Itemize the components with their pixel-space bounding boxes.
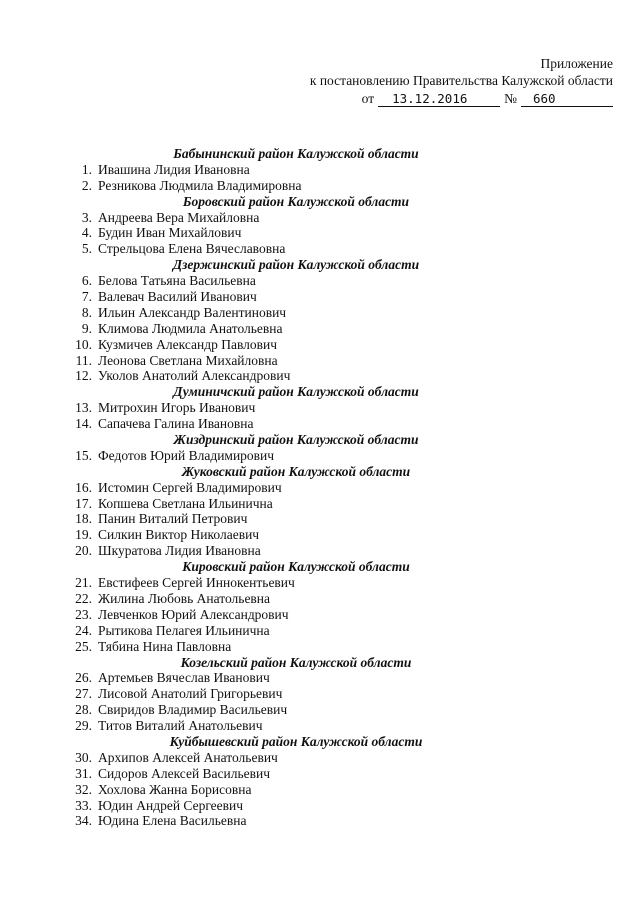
list-item [66, 400, 486, 416]
person-name: Шкуратова Лидия Ивановна [98, 543, 261, 559]
list-item [66, 480, 486, 496]
item-number: 26. [75, 670, 92, 686]
list-item [66, 305, 486, 321]
resolution-number: 660 [521, 91, 613, 107]
appendix-title: Приложение [540, 56, 613, 71]
list-item [66, 162, 486, 178]
list-item [66, 750, 486, 766]
person-name: Рытикова Пелагея Ильинична [98, 622, 270, 638]
list-item [66, 766, 486, 782]
person-name: Валевач Василий Иванович [98, 289, 257, 305]
district-heading: Дзержинский район Калужской области [172, 257, 420, 273]
item-number: 34. [75, 813, 92, 829]
item-number: 24. [75, 622, 92, 638]
item-number: 18. [75, 511, 92, 527]
list-item [66, 321, 486, 337]
person-name: Митрохин Игорь Иванович [98, 400, 256, 416]
person-name: Истомин Сергей Владимирович [98, 479, 282, 495]
person-name: Леонова Светлана Михайловна [98, 352, 278, 368]
item-number: 28. [75, 702, 92, 718]
item-number: 14. [75, 416, 92, 432]
person-name: Евстифеев Сергей Иннокентьевич [98, 575, 295, 591]
list-item [66, 607, 486, 623]
item-number: 2. [81, 177, 92, 193]
list-item [66, 368, 486, 384]
list-item [66, 702, 486, 718]
person-name: Резникова Людмила Владимировна [98, 177, 302, 193]
list-item [66, 798, 486, 814]
person-name: Ивашина Лидия Ивановна [98, 161, 250, 177]
person-name: Сидоров Алексей Васильевич [98, 765, 271, 781]
district-heading: Куйбышевский район Калужской области [169, 733, 423, 749]
item-number: 7. [81, 289, 92, 305]
list-item [66, 813, 486, 829]
person-name: Стрельцова Елена Вячеславовна [98, 241, 286, 257]
item-number: 9. [81, 320, 92, 336]
item-number: 17. [75, 495, 92, 511]
item-number: 6. [81, 273, 92, 289]
person-name: Федотов Юрий Владимирович [98, 447, 275, 463]
item-number: 16. [75, 479, 92, 495]
item-number: 32. [75, 781, 92, 797]
person-name: Жилина Любовь Анатольевна [98, 590, 271, 606]
person-name: Копшева Светлана Ильинична [98, 495, 273, 511]
list-item [66, 448, 486, 464]
district-heading: Жиздринский район Калужской области [173, 432, 419, 448]
resolution-date-number [362, 90, 613, 107]
person-name: Титов Виталий Анатольевич [98, 718, 263, 734]
item-number: 15. [75, 447, 92, 463]
person-name: Юдин Андрей Сергеевич [98, 797, 244, 813]
item-number: 22. [75, 590, 92, 606]
person-name: Артемьев Вячеслав Иванович [98, 670, 270, 686]
item-number: 20. [75, 543, 92, 559]
list-item [66, 273, 486, 289]
item-number: 10. [75, 336, 92, 352]
list-item [66, 670, 486, 686]
item-number: 31. [75, 765, 92, 781]
list-item [66, 623, 486, 639]
list-item [66, 511, 486, 527]
person-name: Лисовой Анатолий Григорьевич [98, 686, 283, 702]
resolution-reference: к постановлению Правительства Калужской области [309, 73, 613, 88]
district-heading: Козельский район Калужской области [180, 654, 412, 670]
list-item [66, 416, 486, 432]
person-name: Силкин Виктор Николаевич [98, 527, 260, 543]
item-number: 29. [75, 718, 92, 734]
item-number: 3. [81, 209, 92, 225]
person-name: Белова Татьяна Васильевна [98, 273, 256, 289]
item-number: 1. [81, 161, 92, 177]
item-number: 4. [81, 225, 92, 241]
list-item [66, 686, 486, 702]
appendix-header [310, 55, 613, 107]
district-heading: Бабынинский район Калужской области [173, 146, 419, 161]
district-heading: Кировский район Калужской области [182, 559, 410, 575]
list-item [66, 225, 486, 241]
list-item [66, 575, 486, 591]
item-number: 5. [81, 241, 92, 257]
list-item [66, 210, 486, 226]
district-heading: Боровский район Калужской области [182, 193, 410, 209]
item-number: 21. [75, 575, 92, 591]
item-number: 13. [75, 400, 92, 416]
list-item [66, 718, 486, 734]
list-item [66, 782, 486, 798]
person-name: Сапачева Галина Ивановна [98, 416, 254, 432]
list-item [66, 241, 486, 257]
district-heading: Думиничский район Калужской области [173, 384, 419, 400]
person-name: Тябина Нина Павловна [98, 638, 232, 654]
person-name: Андреева Вера Михайловна [98, 209, 260, 225]
item-number: 27. [75, 686, 92, 702]
person-name: Панин Виталий Петрович [98, 511, 248, 527]
item-number: 8. [81, 304, 92, 320]
person-name: Архипов Алексей Анатольевич [98, 749, 278, 765]
person-name: Свиридов Владимир Васильевич [98, 702, 288, 718]
list-item [66, 591, 486, 607]
person-name: Уколов Анатолий Александрович [98, 368, 291, 384]
list-item [66, 543, 486, 559]
item-number: 19. [75, 527, 92, 543]
number-label: № [504, 91, 517, 106]
item-number: 30. [75, 749, 92, 765]
person-name: Юдина Елена Васильевна [98, 813, 247, 829]
list-item [66, 289, 486, 305]
list-item [66, 337, 486, 353]
resolution-date: 13.12.2016 [378, 91, 500, 107]
item-number: 12. [75, 368, 92, 384]
person-name: Ильин Александр Валентинович [98, 304, 287, 320]
item-number: 23. [75, 606, 92, 622]
district-heading: Жуковский район Калужской области [181, 463, 411, 479]
person-name: Хохлова Жанна Борисовна [98, 781, 252, 797]
person-name: Климова Людмила Анатольевна [98, 320, 283, 336]
people-list [66, 146, 486, 829]
list-item [66, 496, 486, 512]
item-number: 11. [75, 352, 92, 368]
from-label: от [361, 91, 375, 106]
person-name: Будин Иван Михайлович [98, 225, 242, 241]
person-name: Кузмичев Александр Павлович [98, 336, 278, 352]
list-item [66, 527, 486, 543]
person-name: Левченков Юрий Александрович [98, 606, 289, 622]
list-item [66, 353, 486, 369]
item-number: 33. [75, 797, 92, 813]
list-item [66, 178, 486, 194]
item-number: 25. [75, 638, 92, 654]
list-item [66, 639, 486, 655]
